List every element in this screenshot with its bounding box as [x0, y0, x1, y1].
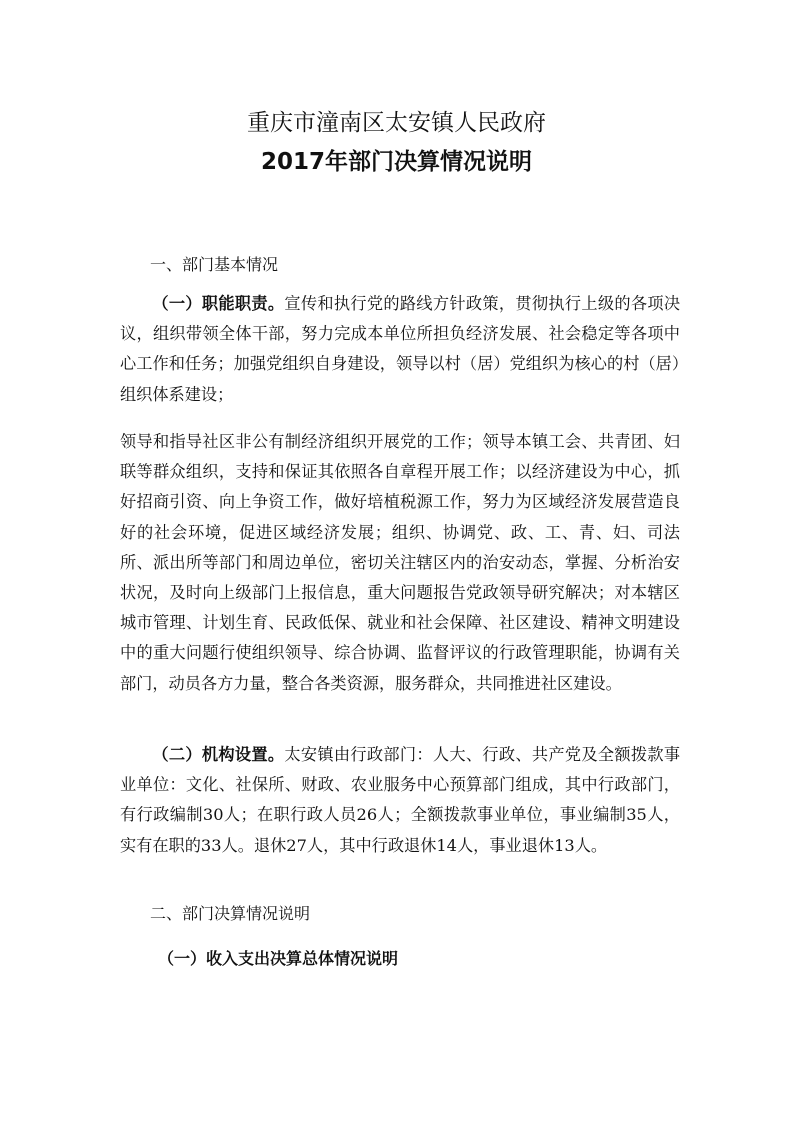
paragraph-structure — [120, 740, 680, 861]
section-heading-final-accounts: 二、部门决算情况说明 — [150, 904, 311, 923]
subsection-heading-income-expense: （一）收入支出决算总体情况说明 — [158, 949, 399, 968]
paragraph-structure-text: 太安镇由行政部门：人大、行政、共产党及全额拨款事业单位：文化、社保所、财政、农业服务中心预算部门组成，其中行政部门，有行政编制30人；在职行政人员26人；全额拨款事业单位，事业编制35人，实有在职的33人。退休27人，其中行政退休14人，事业退休13人。 — [120, 745, 681, 855]
document-title-line2: 2017年部门决算情况说明 — [260, 149, 532, 175]
paragraph-structure-lead: （二）机构设置。 — [152, 745, 285, 764]
section-heading-basic-info: 一、部门基本情况 — [150, 255, 279, 274]
document-title-line1: 重庆市潼南区太安镇人民政府 — [247, 110, 546, 136]
paragraph-duties-lead: （一）职能职责。 — [152, 294, 285, 313]
paragraph-duties-continued: 领导和指导社区非公有制经济组织开展党的工作；领导本镇工会、共青团、妇联等群众组织，支持和保证其依照各自章程开展工作；以经济建设为中心，抓好招商引资、向上争资工作，做好培植税源工作，努力为区域经济发展营造良好的社会环境，促进区域经济发展；组织、协调党、政、工、青、妇、司法所、派出所等部门和周边单位，密切关注辖区内的治安动态，掌握、分析治安状况，及时向上级部门上报信息，重大问题报告党政领导研究解决；对本辖区城市管理、计划生育、民政低保、就业和社会保障、社区建设、精神文明建设中的重大问题行使组织领导、综合协调、监督评议的行政管理职能，协调有关部门，动员各方力量，整合各类资源，服务群众，共同推进社区建设。 — [120, 432, 680, 693]
paragraph-duties-text: 宣传和执行党的路线方针政策，贯彻执行上级的各项决议，组织带领全体干部，努力完成本单位所担负经济发展、社会稳定等各项中心工作和任务；加强党组织自身建设，领导以村（居）党组织为核心的村（居）组织体系建设； — [120, 294, 681, 404]
paragraph-duties — [120, 289, 680, 410]
